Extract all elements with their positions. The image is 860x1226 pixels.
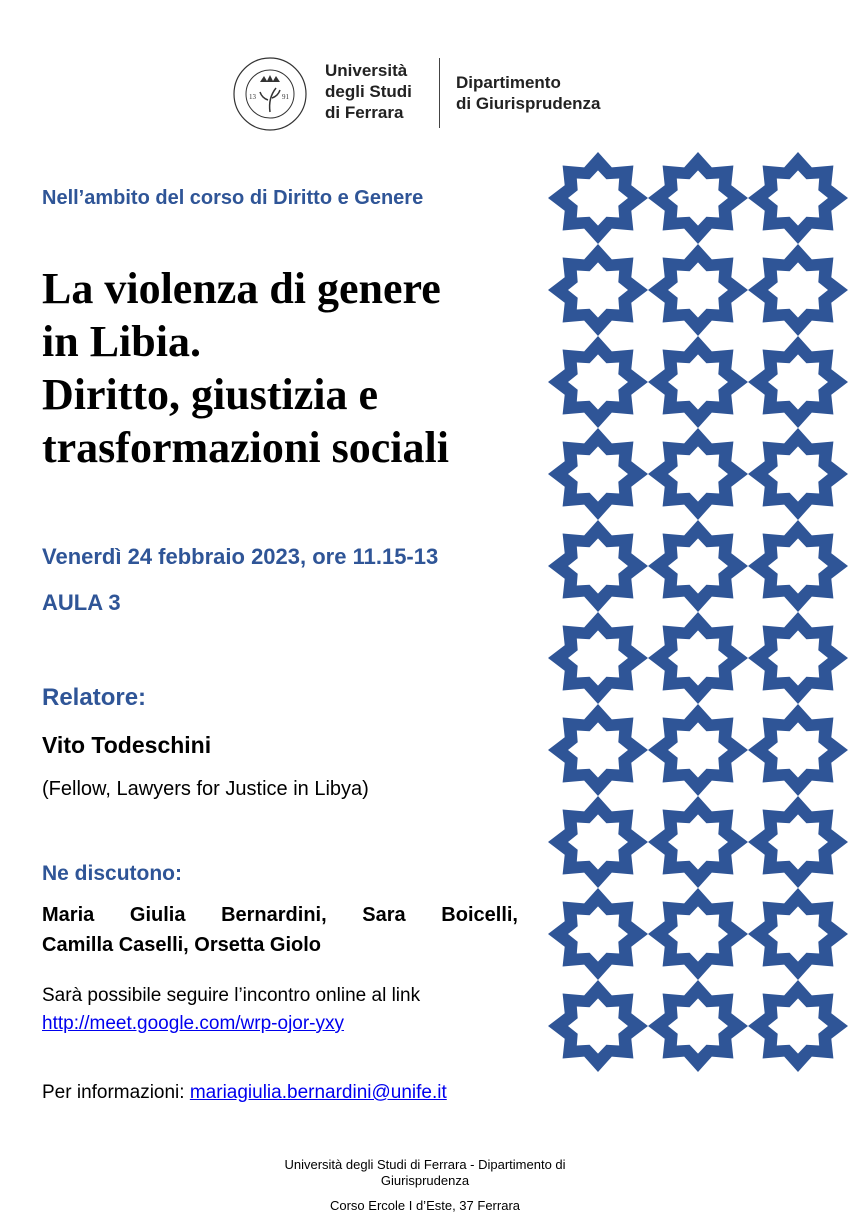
department-line: Dipartimento	[456, 73, 561, 92]
speaker-label: Relatore:	[42, 684, 147, 711]
star-tile-icon	[548, 520, 648, 612]
star-tile-icon	[748, 244, 848, 336]
course-intro: Nell’ambito del corso di Diritto e Genere	[42, 187, 424, 209]
star-tile-icon	[748, 428, 848, 520]
online-text: Sarà possibile seguire l’incontro online al link	[42, 985, 421, 1006]
footer-line: Corso Ercole I d’Este, 37 Ferrara	[329, 1198, 521, 1213]
university-line: degli Studi	[325, 82, 412, 101]
star-tile-icon	[648, 336, 748, 428]
star-tile-icon	[748, 152, 848, 244]
star-tile-icon	[648, 152, 748, 244]
star-tile-icon	[648, 704, 748, 796]
star-tile-icon	[548, 980, 648, 1072]
star-tile-icon	[748, 336, 848, 428]
meeting-link[interactable]: http://meet.google.com/wrp-ojor-yxy	[42, 1013, 345, 1034]
star-tile-icon	[548, 152, 648, 244]
star-tile-icon	[748, 704, 848, 796]
star-tile-icon	[648, 244, 748, 336]
university-line: Università	[325, 61, 408, 80]
star-tile-icon	[548, 336, 648, 428]
star-tile-icon	[548, 244, 648, 336]
star-tile-icon	[548, 428, 648, 520]
event-room: AULA 3	[42, 590, 121, 615]
info-line	[42, 1082, 447, 1104]
star-tile-icon	[648, 612, 748, 704]
star-tile-icon	[748, 980, 848, 1072]
footer-line: Università degli Studi di Ferrara - Dipartimento di	[284, 1157, 566, 1172]
title-line: in Libia.	[42, 317, 201, 366]
footer-address	[250, 1157, 600, 1214]
star-tile-icon	[548, 888, 648, 980]
star-tile-icon	[648, 428, 748, 520]
footer-line: Giurisprudenza	[380, 1173, 470, 1188]
logo-divider	[439, 58, 440, 128]
university-name	[325, 60, 412, 123]
contact-email-link[interactable]: mariagiulia.bernardini@unife.it	[189, 1082, 447, 1103]
star-tile-icon	[548, 796, 648, 888]
title-line: trasformazioni sociali	[42, 423, 449, 472]
event-title	[42, 262, 449, 474]
star-tile-icon	[748, 888, 848, 980]
department-line: di Giurisprudenza	[456, 94, 601, 113]
star-tile-icon	[648, 520, 748, 612]
discussants-label: Ne discutono:	[42, 862, 182, 885]
department-name	[456, 72, 601, 114]
title-line: La violenza di genere	[42, 264, 441, 313]
university-line: di Ferrara	[325, 103, 404, 122]
info-label: Per informazioni:	[42, 1082, 190, 1103]
star-tile-icon	[548, 612, 648, 704]
speaker-name: Vito Todeschini	[42, 732, 212, 758]
event-date: Venerdì 24 febbraio 2023, ore 11.15-13	[42, 544, 439, 569]
star-tile-icon	[548, 704, 648, 796]
star-tile-icon	[748, 520, 848, 612]
star-tile-icon	[648, 888, 748, 980]
title-line: Diritto, giustizia e	[42, 370, 379, 419]
star-tile-icon	[748, 796, 848, 888]
star-tile-icon	[648, 796, 748, 888]
decorative-star-pattern	[540, 145, 860, 1085]
discussants-line: Maria Giulia Bernardini, Sara Boicelli,	[42, 904, 518, 926]
discussants-line: Camilla Caselli, Orsetta Giolo	[42, 934, 321, 956]
star-tile-icon	[648, 980, 748, 1072]
speaker-affiliation: (Fellow, Lawyers for Justice in Libya)	[42, 778, 369, 800]
svg-text:91: 91	[282, 93, 289, 101]
star-tile-icon	[748, 612, 848, 704]
svg-text:13: 13	[249, 93, 256, 101]
university-seal-logo	[224, 54, 316, 134]
